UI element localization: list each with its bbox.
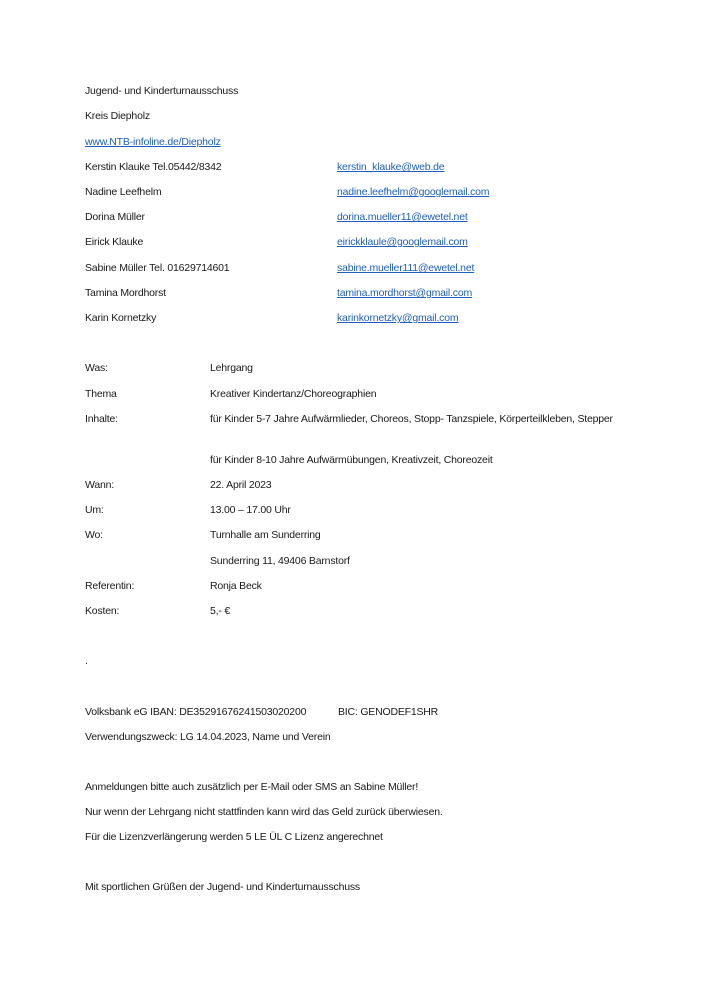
- note-refund: Nur wenn der Lehrgang nicht stattfinden kann wird das Geld zurück überwiesen.: [85, 806, 443, 818]
- separator-dot: .: [85, 655, 88, 667]
- contact-name: Karin Kornetzky: [85, 312, 157, 324]
- note-registration: Anmeldungen bitte auch zusätzlich per E-Mail oder SMS an Sabine Müller!: [85, 781, 419, 793]
- referentin-label: Referentin:: [85, 580, 135, 592]
- closing-greeting: Mit sportlichen Grüßen der Jugend- und Kinderturnausschuss: [85, 881, 360, 893]
- thema-value: Kreativer Kindertanz/Choreographien: [210, 388, 377, 400]
- contact-name: Sabine Müller Tel. 01629714601: [85, 262, 230, 274]
- wo-label: Wo:: [85, 529, 103, 541]
- contact-email-link[interactable]: karinkornetzky@gmail.com: [337, 312, 459, 324]
- bank-iban: Volksbank eG IBAN: DE35291676241503020200: [85, 706, 307, 718]
- kosten-label: Kosten:: [85, 605, 120, 617]
- inhalte-value-kids-5-7: für Kinder 5-7 Jahre Aufwärmlieder, Choreos, Stopp- Tanzspiele, Körperteilkleben, Stepper: [210, 413, 613, 425]
- referentin-value: Ronja Beck: [210, 580, 262, 592]
- inhalte-value-kids-8-10: für Kinder 8-10 Jahre Aufwärmübungen, Kreativzeit, Choreozeit: [210, 454, 493, 466]
- org-district: Kreis Diepholz: [85, 110, 150, 122]
- website-link[interactable]: www.NTB-infoline.de/Diepholz: [85, 136, 221, 148]
- contact-name: Dorina Müller: [85, 211, 145, 223]
- payment-purpose: Verwendungszweck: LG 14.04.2023, Name und Verein: [85, 731, 331, 743]
- um-value: 13.00 – 17.00 Uhr: [210, 504, 291, 516]
- contact-name: Nadine Leefhelm: [85, 186, 162, 198]
- contact-email-link[interactable]: eirickklaule@googlemail.com: [337, 236, 468, 248]
- contact-name: Kerstin Klauke Tel.05442/8342: [85, 161, 222, 173]
- contact-email-link[interactable]: kerstin_klauke@web.de: [337, 161, 445, 173]
- was-label: Was:: [85, 362, 108, 374]
- contact-name: Eirick Klauke: [85, 236, 144, 248]
- was-value: Lehrgang: [210, 362, 253, 374]
- contact-email-link[interactable]: dorina.mueller11@ewetel.net: [337, 211, 468, 223]
- um-label: Um:: [85, 504, 104, 516]
- inhalte-label: Inhalte:: [85, 413, 118, 425]
- wo-value-address: Sunderring 11, 49406 Barnstorf: [210, 555, 350, 567]
- org-name: Jugend- und Kinderturnausschuss: [85, 85, 239, 97]
- thema-label: Thema: [85, 388, 117, 400]
- contact-email-link[interactable]: sabine.mueller111@ewetel.net: [337, 262, 475, 274]
- wann-label: Wann:: [85, 479, 114, 491]
- kosten-value: 5,- €: [210, 605, 231, 617]
- contact-name: Tamina Mordhorst: [85, 287, 166, 299]
- bank-bic: BIC: GENODEF1SHR: [338, 706, 439, 718]
- wo-value-venue: Turnhalle am Sunderring: [210, 529, 321, 541]
- wann-value: 22. April 2023: [210, 479, 272, 491]
- contact-email-link[interactable]: tamina.mordhorst@gmail.com: [337, 287, 473, 299]
- contact-email-link[interactable]: nadine.leefhelm@googlemail.com: [337, 186, 490, 198]
- note-license: Für die Lizenzverlängerung werden 5 LE ÜL C Lizenz angerechnet: [85, 831, 383, 843]
